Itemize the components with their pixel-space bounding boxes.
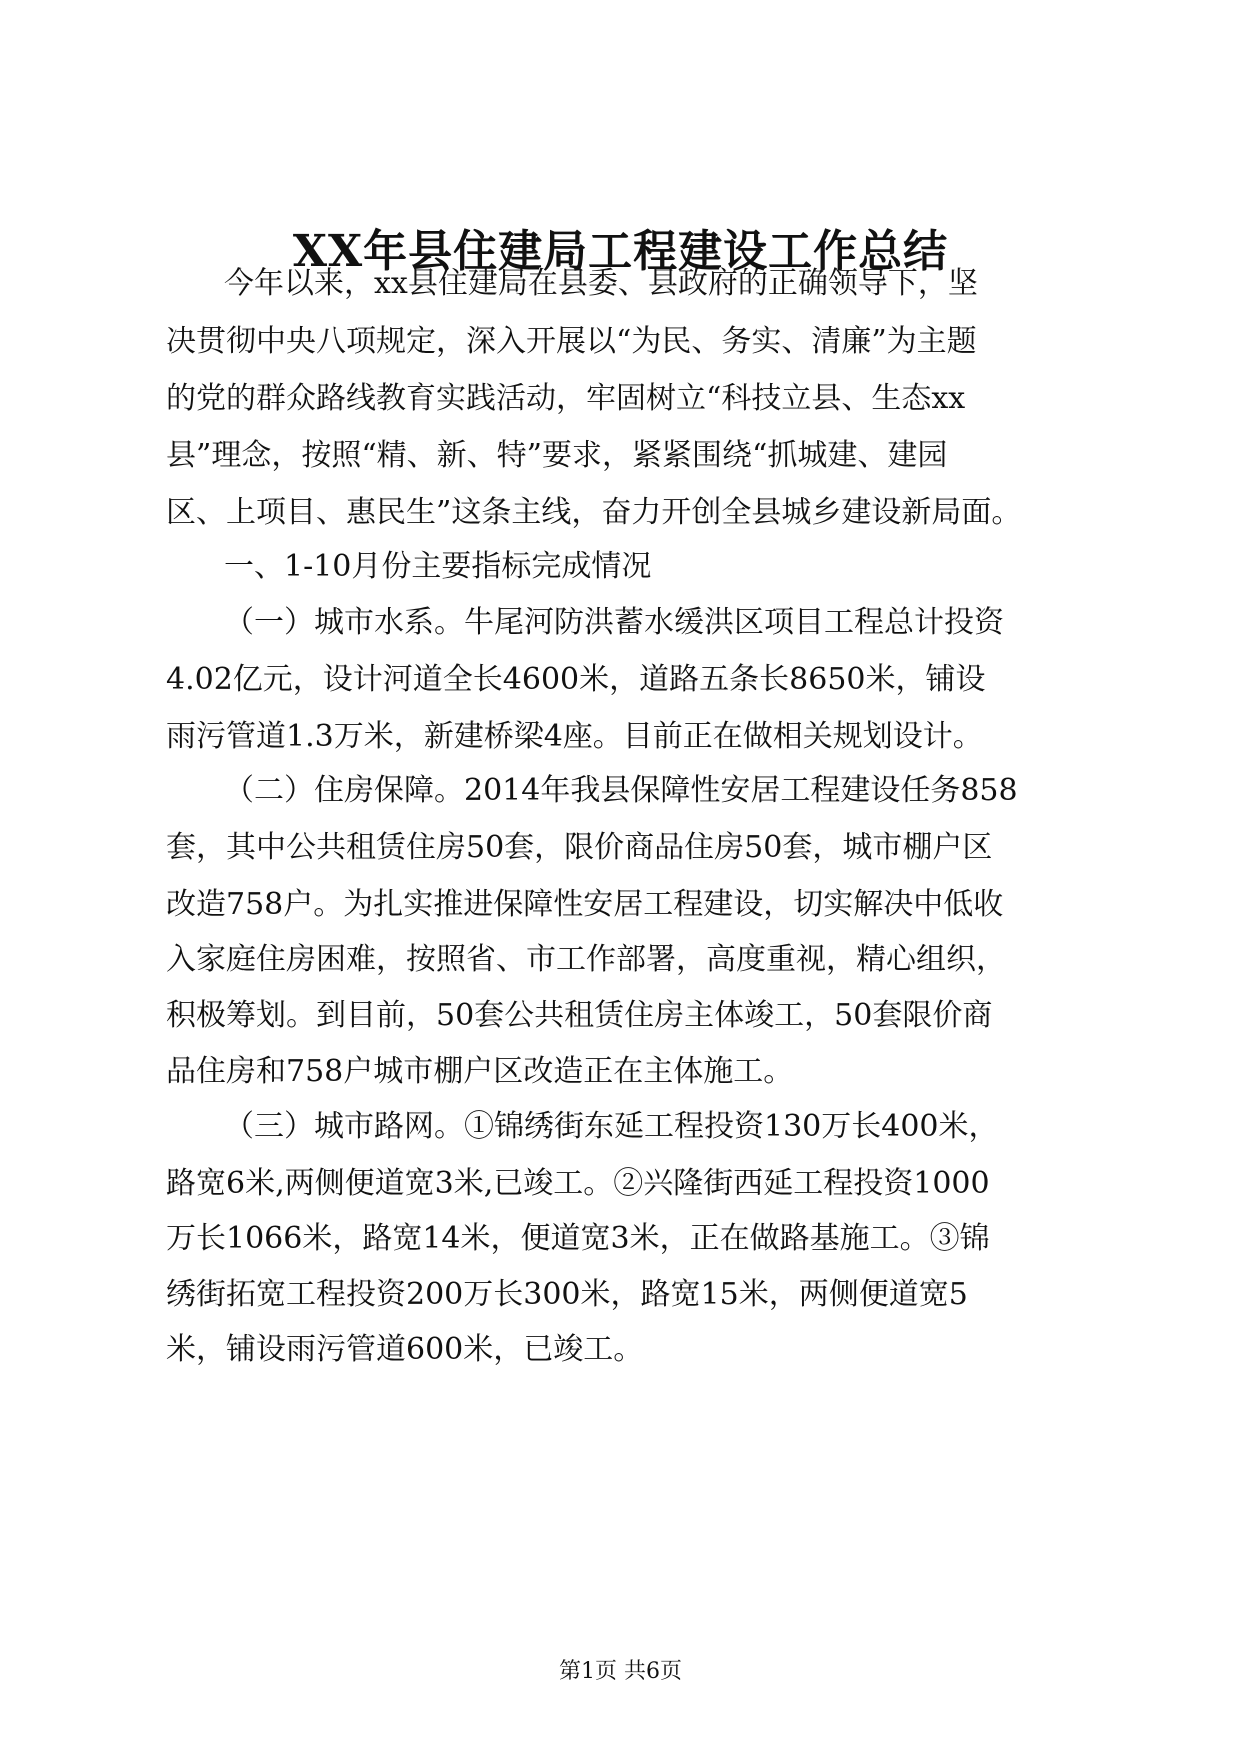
paragraph-line: 今年以来，xx县住建局在县委、县政府的正确领导下，坚 [224,266,978,301]
paragraph-line: 区、上项目、惠民生”这条主线，奋力开创全县城乡建设新局面。 [166,495,1022,530]
section-heading: 一、1-10月份主要指标完成情况 [224,549,652,584]
paragraph-line: 绣街拓宽工程投资200万长300米，路宽15米，两侧便道宽5 [166,1277,968,1312]
paragraph-line: 万长1066米，路宽14米，便道宽3米，正在做路基施工。③锦 [166,1221,990,1256]
paragraph-line: 的党的群众路线教育实践活动，牢固树立“科技立县、生态xx [166,381,966,416]
paragraph-line: 县”理念，按照“精、新、特”要求，紧紧围绕“抓城建、建园 [166,438,948,473]
paragraph-line: 品住房和758户城市棚户区改造正在主体施工。 [166,1054,794,1089]
paragraph-line: 雨污管道1.3万米，新建桥梁4座。目前正在做相关规划设计。 [166,719,983,754]
paragraph-line: 套，其中公共租赁住房50套，限价商品住房50套，城市棚户区 [166,830,993,865]
paragraph-line: 米，铺设雨污管道600米，已竣工。 [166,1332,644,1367]
paragraph-line: 积极筹划。到目前，50套公共租赁住房主体竣工，50套限价商 [166,998,993,1033]
paragraph-line: 入家庭住房困难，按照省、市工作部署，高度重视，精心组织， [166,942,1006,977]
paragraph-line: （三）城市路网。①锦绣街东延工程投资130万长400米， [224,1109,999,1144]
paragraph-line: 决贯彻中央八项规定，深入开展以“为民、务实、清廉”为主题 [166,324,977,359]
paragraph-line: （一）城市水系。牛尾河防洪蓄水缓洪区项目工程总计投资 [224,605,1004,640]
paragraph-line: 改造758户。为扎实推进保障性安居工程建设，切实解决中低收 [166,887,1004,922]
document-title: XX年县住建局工程建设工作总结 [292,226,949,277]
page-number-footer: 第1页 共6页 [559,1659,682,1684]
paragraph-line: （二）住房保障。2014年我县保障性安居工程建设任务858 [224,773,1018,808]
paragraph-line: 4.02亿元，设计河道全长4600米，道路五条长8650米，铺设 [166,662,986,697]
paragraph-line: 路宽6米,两侧便道宽3米,已竣工。②兴隆街西延工程投资1000 [166,1166,990,1201]
